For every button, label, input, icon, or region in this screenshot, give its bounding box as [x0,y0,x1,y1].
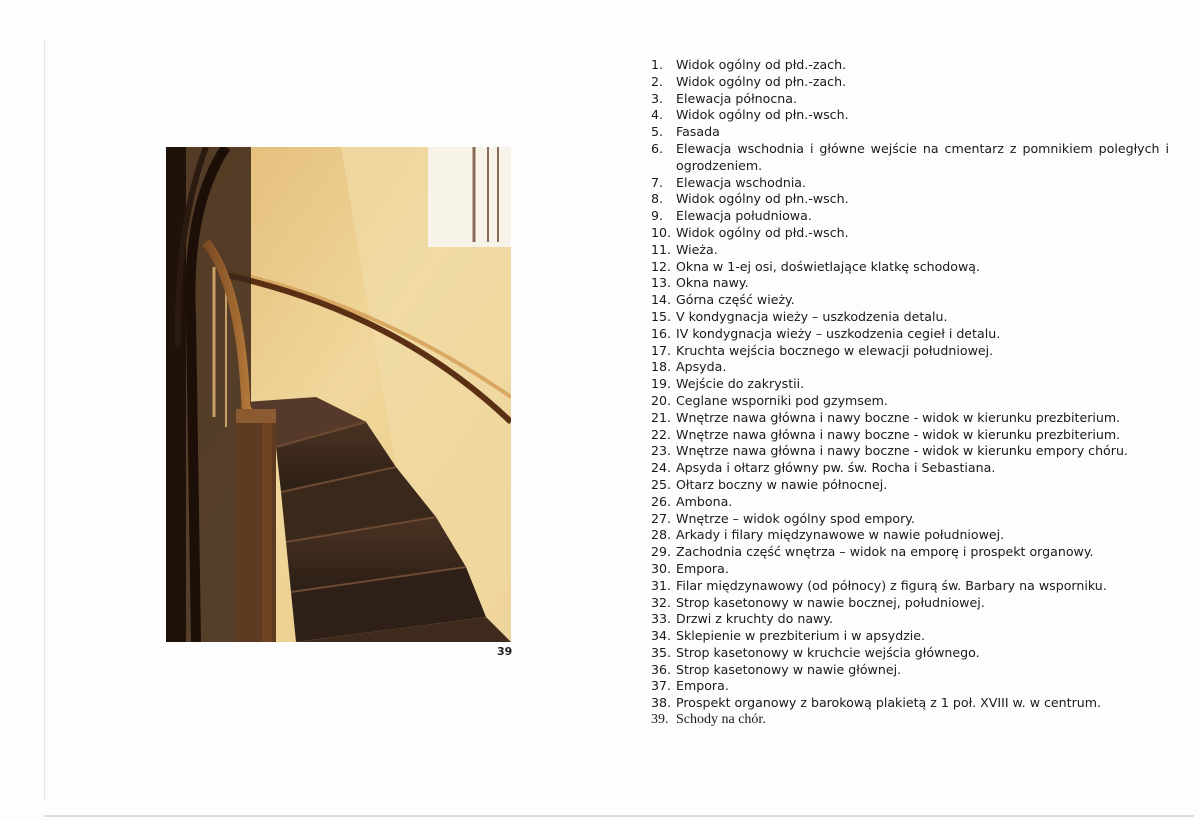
caption-number: 34. [651,628,672,644]
caption-number: 22. [651,426,672,442]
caption-text: Wnętrze nawa główna i nawy boczne - widok w kierunku empory chóru. [676,443,1128,459]
caption-number: 29. [651,544,672,560]
caption-text: V kondygnacja wieży – uszkodzenia detalu. [676,308,948,324]
caption-number: 7. [651,174,664,190]
page-left-edge [44,40,45,800]
caption-text: Widok ogólny od płd.-zach. [676,57,847,72]
caption-item [651,191,1169,208]
caption-number: 25. [651,476,672,492]
caption-item [651,259,1169,276]
caption-item [651,427,1169,444]
caption-text: Wnętrze – widok ogólny spod empory. [676,510,915,526]
caption-text: Strop kasetonowy w kruchcie wejścia głównego. [676,644,980,660]
caption-item [651,578,1169,595]
caption-number: 3. [651,90,664,106]
caption-text: Empora. [676,560,729,576]
caption-text: Wieża. [676,241,718,257]
caption-text: Prospekt organowy z barokową plakietą z 1 poł. XVIII w. w centrum. [676,695,1102,711]
caption-item [651,175,1169,192]
caption-number: 12. [651,258,672,274]
caption-item [651,695,1169,712]
page-bottom-edge [44,815,1194,817]
caption-number: 38. [651,695,672,711]
caption-item [651,712,1169,729]
caption-item [651,309,1169,326]
caption-item [651,208,1169,225]
caption-number: 14. [651,292,672,308]
caption-number: 33. [651,611,672,627]
caption-text: Widok ogólny od płd.-wsch. [676,224,849,240]
caption-text: IV kondygnacja wieży – uszkodzenia cegieł i detalu. [676,325,1001,341]
caption-number: 24. [651,460,672,476]
caption-number: 5. [651,124,664,140]
caption-text: Ceglane wsporniki pod gzymsem. [676,392,888,408]
caption-item [651,544,1169,561]
caption-number: 8. [651,191,664,207]
caption-item [651,443,1169,460]
caption-item [651,343,1169,360]
caption-text: Empora. [676,678,729,694]
caption-text: Elewacja północna. [676,90,797,106]
caption-number: 21. [651,409,672,425]
caption-number: 15. [651,308,672,324]
caption-text: Schody na chór. [676,712,766,728]
caption-text: Sklepienie w prezbiterium i w apsydzie. [676,628,926,644]
caption-number: 30. [651,560,672,576]
caption-text: Elewacja południowa. [676,208,812,224]
caption-text: Wejście do zakrystii. [676,376,805,392]
caption-item [651,91,1169,108]
caption-number: 2. [651,73,664,89]
caption-text: Ołtarz boczny w nawie północnej. [676,476,888,492]
caption-item [651,494,1169,511]
caption-text: Fasada [676,124,720,140]
caption-item [651,141,1169,175]
caption-number: 32. [651,594,672,610]
caption-item [651,511,1169,528]
caption-text: Wnętrze nawa główna i nawy boczne - widok w kierunku prezbiterium. [676,409,1121,425]
caption-number: 20. [651,392,672,408]
caption-item [651,74,1169,91]
caption-item [651,460,1169,477]
caption-number: 27. [651,510,672,526]
caption-text: Okna nawy. [676,275,749,291]
caption-text: Elewacja wschodnia. [676,174,807,190]
caption-text: Arkady i filary międzynawowe w nawie południowej. [676,527,1005,543]
caption-item [651,645,1169,662]
caption-item [651,107,1169,124]
caption-number: 23. [651,443,672,459]
caption-item [651,527,1169,544]
caption-text: Widok ogólny od płn.-wsch. [676,107,849,123]
staircase-photo [166,147,511,642]
caption-number: 11. [651,241,672,257]
caption-item [651,561,1169,578]
caption-item [651,611,1169,628]
caption-number: 37. [651,678,672,694]
caption-item [651,57,1169,74]
caption-number: 13. [651,275,672,291]
caption-text: Górna część wieży. [676,292,795,308]
caption-text: Okna w 1-ej osi, doświetlające klatkę schodową. [676,258,981,274]
caption-number: 17. [651,342,672,358]
caption-number: 39. [651,712,669,728]
caption-item [651,628,1169,645]
caption-item [651,376,1169,393]
photo-number: 39 [497,645,513,658]
caption-text: Drzwi z kruchty do nawy. [676,611,834,627]
caption-text: Apsyda i ołtarz główny pw. św. Rocha i Sebastiana. [676,460,996,476]
caption-item [651,410,1169,427]
caption-item [651,225,1169,242]
caption-number: 35. [651,644,672,660]
caption-text: Strop kasetonowy w nawie głównej. [676,661,902,677]
caption-text: Wnętrze nawa główna i nawy boczne - widok w kierunku prezbiterium. [676,426,1121,442]
caption-number: 31. [651,577,672,593]
caption-text: Widok ogólny od płn.-wsch. [676,191,849,207]
caption-number: 28. [651,527,672,543]
caption-number: 18. [651,359,672,375]
caption-item [651,292,1169,309]
caption-number: 6. [651,140,664,156]
caption-item [651,678,1169,695]
caption-item [651,595,1169,612]
caption-text: Apsyda. [676,359,727,375]
caption-text: Zachodnia część wnętrza – widok na emporę i prospekt organowy. [676,544,1094,560]
caption-number: 4. [651,107,664,123]
caption-text: Widok ogólny od płn.-zach. [676,73,847,89]
caption-number: 36. [651,661,672,677]
caption-text: Filar międzynawowy (od północy) z figurą św. Barbary na wsporniku. [676,577,1107,593]
staircase-photo-image [166,147,511,642]
caption-number: 1. [651,57,664,72]
caption-item [651,393,1169,410]
caption-number: 26. [651,493,672,509]
caption-number: 16. [651,325,672,341]
caption-text: Strop kasetonowy w nawie bocznej, południowej. [676,594,985,610]
caption-number: 19. [651,376,672,392]
caption-text: Elewacja wschodnia i główne wejście na cmentarz z pomnikiem poległych i ogrodzeniem. [676,140,1169,173]
photo-caption-list [651,57,1169,729]
caption-item [651,275,1169,292]
caption-number: 9. [651,208,664,224]
caption-text: Ambona. [676,493,733,509]
caption-number: 10. [651,224,672,240]
caption-item [651,662,1169,679]
caption-item [651,477,1169,494]
caption-item [651,359,1169,376]
caption-text: Kruchta wejścia bocznego w elewacji południowej. [676,342,994,358]
caption-item [651,326,1169,343]
caption-item [651,124,1169,141]
caption-item [651,242,1169,259]
